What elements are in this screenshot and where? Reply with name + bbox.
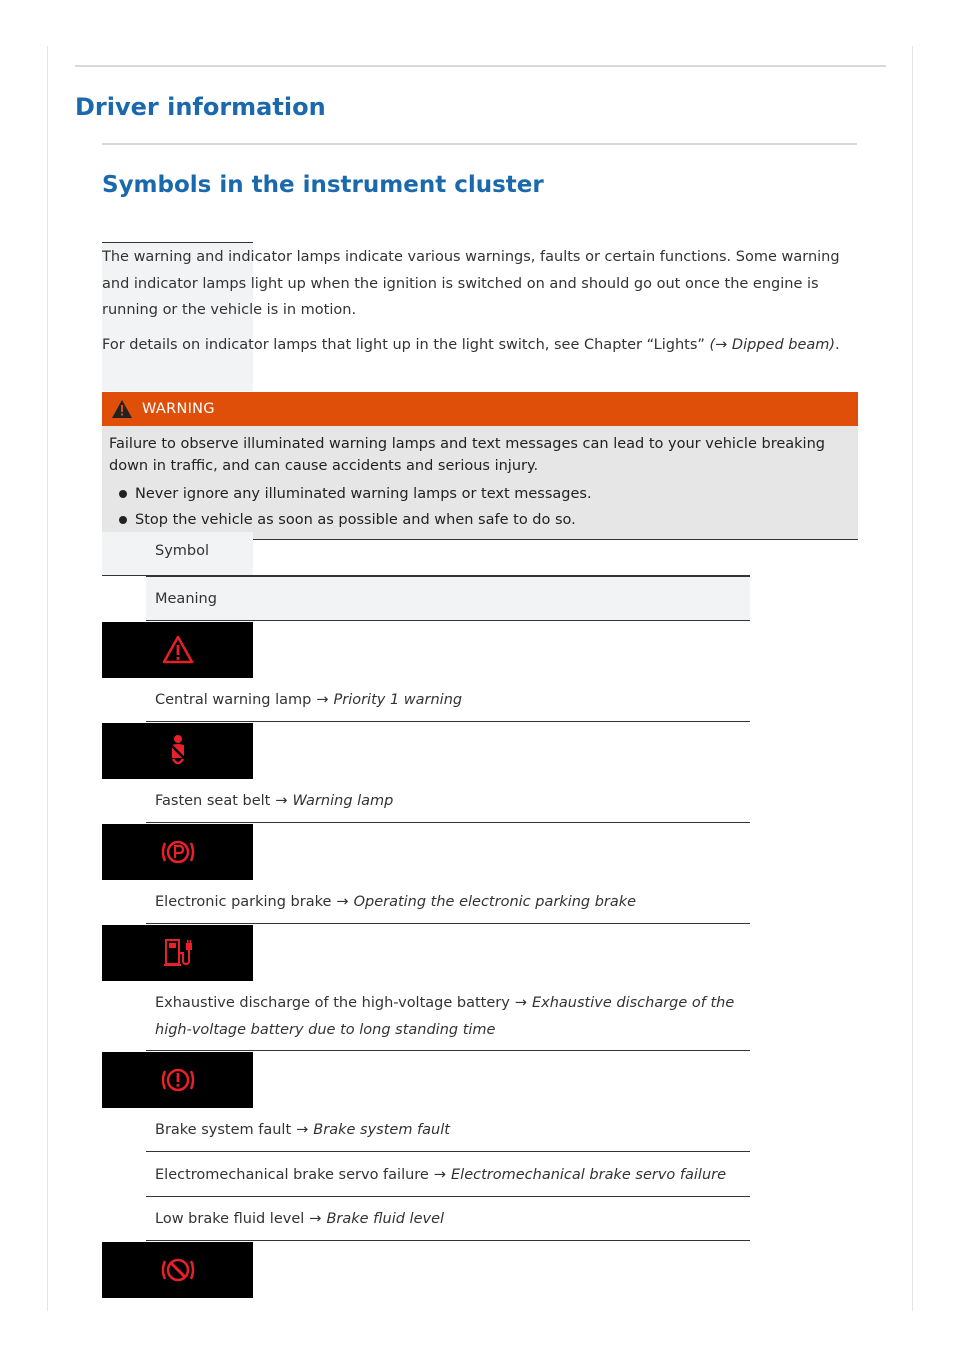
bullet-icon [119,516,127,524]
row-link[interactable]: Operating the electronic parking brake [353,894,637,910]
arrow-right-icon: → [316,692,329,708]
page-border-left [47,46,48,1311]
seat-belt-icon [102,723,253,779]
brake-pad-wear-icon [102,1242,253,1298]
warning-body [102,426,858,540]
arrow-right-icon: → [336,894,349,910]
row-link[interactable]: Brake system fault [313,1122,450,1138]
warning-text: Failure to observe illuminated warning lamps and text messages can lead to your vehicle breaking down in traffic, and can cause accidents and serious injury. [109,436,825,474]
warning-bullet-text: Never ignore any illuminated warning lamps or text messages. [135,486,592,502]
arrow-right-icon: → [514,995,527,1011]
row-rule [146,822,750,823]
intro-paragraph-2 [102,332,842,359]
row-text: Electromechanical brake servo failure [155,1167,429,1183]
column-header-meaning [146,577,750,620]
row-text: Central warning lamp [155,692,312,708]
table-row-meaning [155,788,745,815]
table-row-meaning [155,687,745,714]
arrow-right-icon: → [433,1167,447,1183]
warning-bullet [119,481,846,507]
row-text: Brake system fault [155,1122,292,1138]
table-row-meaning [155,889,745,916]
row-rule [146,721,750,722]
row-text: Low brake fluid level [155,1211,305,1227]
intro-paragraph-1: The warning and indicator lamps indicate various warnings, faults or certain functions. Some warning and indicator lamps light up when the ignition is switched on and should go out once the engine is running or the vehicle is in motion. [102,249,840,318]
header-rule [102,575,146,576]
top-rule [75,65,886,67]
intro-paragraph-2-text: For details on indicator lamps that light up in the light switch, see Chapter “Lights” [102,336,705,353]
table-row-meaning [155,1162,751,1189]
arrow-right-icon: → [296,1122,309,1138]
dipped-beam-link[interactable]: (→ Dipped beam) [709,336,836,353]
intro-text [102,244,842,366]
row-rule [146,1050,750,1051]
row-link[interactable]: Priority 1 warning [333,692,463,708]
warning-box [102,392,858,540]
section-title: Symbols in the instrument cluster [102,172,544,198]
row-rule [146,1151,750,1152]
section-rule [102,143,857,145]
column-header-symbol [102,532,253,575]
warning-label: WARNING [142,401,215,417]
warning-bullet-list [109,481,846,533]
bullet-icon [119,490,127,498]
row-link[interactable]: Brake fluid level [326,1211,445,1227]
warning-bullet-text: Stop the vehicle as soon as possible and when safe to do so. [135,512,576,528]
page-border-right [912,46,913,1311]
central-warning-icon [102,622,253,678]
chapter-title: Driver information [75,93,326,121]
row-text: Exhaustive discharge of the high-voltage battery [155,995,510,1011]
arrow-right-icon: → [275,793,288,809]
arrow-right-icon: → [309,1211,322,1227]
warning-bullet [119,507,846,533]
row-rule [146,1240,750,1241]
row-text: Fasten seat belt [155,793,271,809]
parking-brake-icon [102,824,253,880]
intro-paragraph-2-end: . [835,336,840,353]
warning-triangle-icon [112,400,132,418]
table-row-meaning [155,1117,745,1144]
column-header-meaning-label: Meaning [155,591,217,607]
row-link[interactable]: Warning lamp [292,793,394,809]
row-rule [146,923,750,924]
column-header-symbol-label: Symbol [155,543,210,559]
header-rule [146,620,750,621]
brake-system-fault-icon [102,1052,253,1108]
warning-header [102,392,858,426]
row-link[interactable]: Electromechanical brake servo failure [451,1167,727,1183]
hv-battery-discharge-icon [102,925,253,981]
table-row-meaning [155,1206,745,1233]
row-text: Electronic parking brake [155,894,332,910]
row-rule [146,1196,750,1197]
row-link[interactable]: Exhaustive discharge of the high-voltage battery due to long standing time [155,995,735,1038]
table-row-meaning [155,990,735,1044]
